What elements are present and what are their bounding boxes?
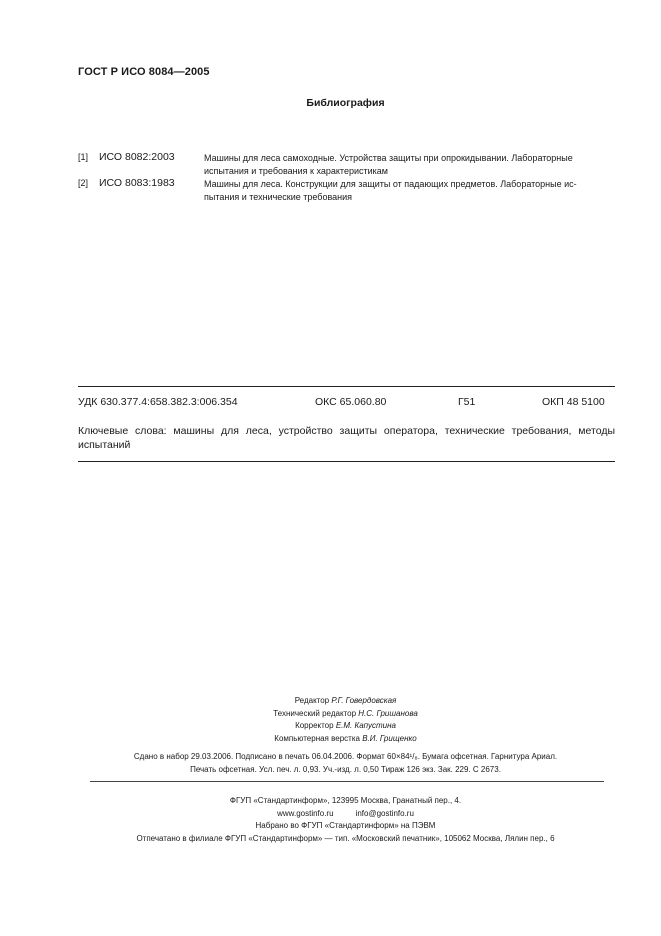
credit-name: В.И. Грищенко bbox=[362, 733, 417, 743]
credit-name: Р.Г. Говердовская bbox=[331, 696, 397, 705]
bibliography-description-line: Машины для леса самоходные. Устройства защиты при опрокидывании. Лабораторные bbox=[204, 153, 573, 163]
divider-thin bbox=[90, 781, 604, 782]
print-info bbox=[0, 751, 661, 776]
publisher-typeset: Набрано во ФГУП «Стандартинформ» на ПЭВМ bbox=[255, 821, 436, 830]
keywords: Ключевые слова: машины для леса, устройство защиты оператора, технические требования, методы испытаний bbox=[78, 425, 615, 451]
publisher-site: www.gostinfo.ru bbox=[277, 808, 334, 818]
credit-tech-editor bbox=[30, 708, 661, 721]
publisher-printed: Отпечатано в филиале ФГУП «Стандартинформ» — тип. «Московский печатник», 105062 Москва, Лялин пер., 6 bbox=[136, 833, 555, 843]
publisher-contacts bbox=[30, 808, 661, 821]
bibliography-standard: ИСО 8082:2003 bbox=[99, 151, 175, 163]
bibliography-description bbox=[204, 152, 618, 178]
publisher-email: info@gostinfo.ru bbox=[355, 808, 414, 818]
bibliography-number: [2] bbox=[78, 178, 89, 188]
divider-top bbox=[78, 386, 615, 387]
credit-corrector bbox=[30, 720, 661, 733]
oks-code: ОКС 65.060.80 bbox=[315, 396, 387, 408]
bibliography-standard: ИСО 8083:1983 bbox=[99, 177, 175, 189]
bibliography-description bbox=[204, 178, 618, 204]
credit-label: Корректор bbox=[295, 721, 334, 730]
document-code: ГОСТ Р ИСО 8084—2005 bbox=[78, 66, 210, 78]
publisher-block bbox=[0, 795, 661, 845]
bibliography-description-line: испытания и требования к характеристикам bbox=[204, 166, 388, 176]
credits-block bbox=[0, 695, 661, 745]
classification-row bbox=[78, 396, 615, 410]
credit-name: Н.С. Гришанова bbox=[358, 708, 418, 718]
credit-label: Редактор bbox=[294, 696, 330, 705]
bibliography-number: [1] bbox=[78, 152, 89, 162]
print-info-line: Сдано в набор 29.03.2006. Подписано в печать 06.04.2006. Формат 60×84¹/₈. Бумага офсетная. Гарнитура Ариал. bbox=[133, 752, 558, 761]
credit-editor bbox=[30, 695, 661, 708]
credit-label: Технический редактор bbox=[273, 708, 357, 718]
okp-code: ОКП 48 5100 bbox=[542, 396, 605, 408]
udk-code: УДК 630.377.4:658.382.3:006.354 bbox=[78, 396, 238, 408]
bibliography-description-line: Машины для леса. Конструкции для защиты от падающих предметов. Лабораторные ис- bbox=[204, 179, 577, 189]
publisher-address: ФГУП «Стандартинформ», 123995 Москва, Гранатный пер., 4. bbox=[229, 796, 462, 805]
divider-bottom bbox=[78, 461, 615, 462]
section-title: Библиография bbox=[306, 97, 385, 109]
group-code: Г51 bbox=[458, 396, 476, 408]
credit-layout bbox=[30, 733, 661, 746]
bibliography-description-line: пытания и технические требования bbox=[204, 192, 353, 202]
credit-label: Компьютерная верстка bbox=[274, 733, 360, 743]
print-info-line: Печать офсетная. Усл. печ. л. 0,93. Уч.-изд. л. 0,50 Тираж 126 экз. Зак. 229. С 2673. bbox=[190, 764, 501, 774]
credit-name: Е.М. Капустина bbox=[335, 721, 396, 730]
